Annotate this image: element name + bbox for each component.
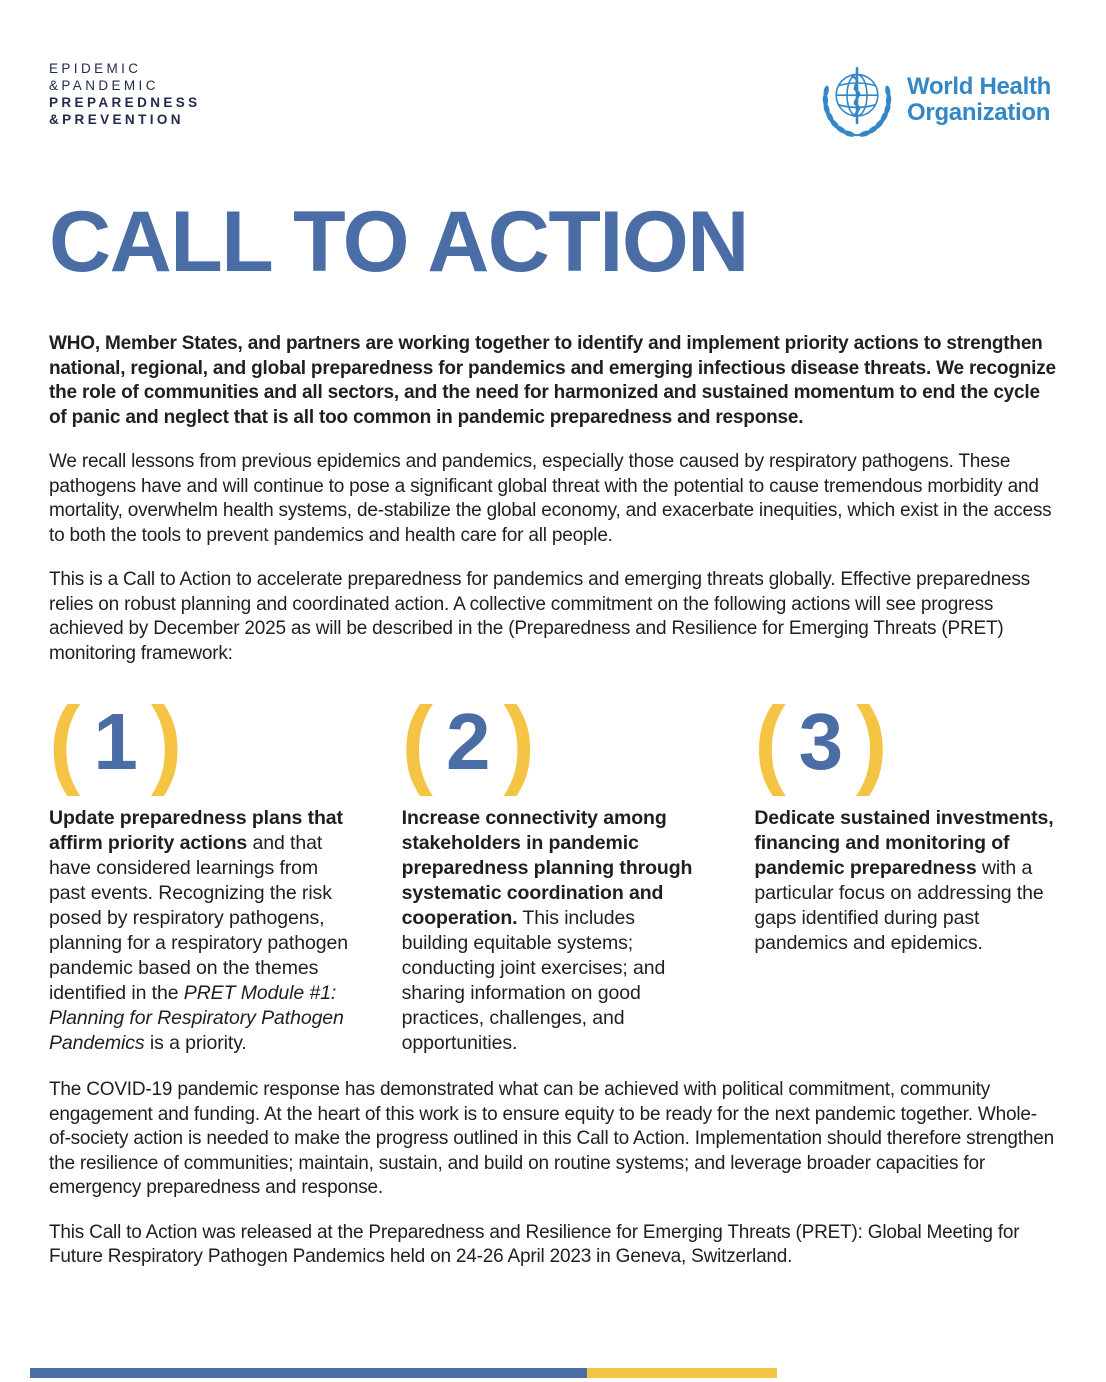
action-bold-lead: Dedicate sustained investments, financing and monitoring of pandemic preparedness — [754, 807, 1054, 879]
closing-paragraph-1: The COVID-19 pandemic response has demonstrated what can be achieved with political commitment, community engagement and funding. At the heart of this work is to ensure equity to be ready for the next pandemic together. Whole-of-society action is needed to make the progress outlined in this Call to Action. Implementation should therefore strengthen the resilience of communities; maintain, sustain, and build on routine systems; and leverage broader capacities for emergency preparedness and response. — [49, 1079, 1054, 1198]
action-body: with a particular focus on addressing the gaps identified during past pandemics and epidemics. — [754, 857, 1044, 954]
program-logo-line: &PREVENTION — [49, 112, 184, 127]
laurel-left — [823, 86, 857, 138]
laurel-right — [857, 86, 891, 138]
program-logo-line: PREPAREDNESS — [49, 95, 201, 110]
open-paren-glyph: ( — [49, 686, 81, 797]
page-title: CALL TO ACTION — [49, 194, 748, 290]
action-number-2 — [401, 686, 705, 797]
action-text-3 — [754, 806, 1057, 956]
page-header — [49, 0, 1057, 140]
intro-section — [49, 332, 1057, 666]
program-logo-line: &PANDEMIC — [49, 78, 159, 93]
action-digit: 2 — [445, 697, 491, 786]
intro-paragraph-1: WHO, Member States, and partners are working together to identify and implement priority actions to strengthen national, regional, and global preparedness for pandemics and emerging infectious disease threats. We recognize the role of communities and all sectors, and the need for harmonized and sustained momentum to end the cycle of panic and neglect that is all too common in pandemic preparedness and response. — [49, 333, 1056, 428]
closing-section — [49, 1078, 1057, 1270]
who-wordmark-line1: World Health — [907, 73, 1051, 100]
footer-accent-bar — [30, 1368, 777, 1378]
intro-paragraph-3: This is a Call to Action to accelerate preparedness for pandemics and emerging threats globally. Effective preparedness relies on robust planning and coordinated action. A collective commitment on the following actions will see progress achieved by December 2025 as will be described in the (Preparedness and Resilience for Emerging Threats (PRET) monitoring framework: — [49, 569, 1030, 664]
action-italic-title: PRET Module #1: Planning for Respiratory Pathogen Pandemics — [49, 982, 344, 1054]
action-item-2 — [401, 686, 705, 1056]
action-body: and that have considered learnings from past events. Recognizing the risk posed by respiratory pathogens, planning for a respiratory pathogen pandemic based on the themes identified in the — [49, 832, 348, 1004]
action-body-tail: is a priority. — [144, 1032, 247, 1054]
action-item-3 — [754, 686, 1057, 1056]
closing-paragraph-2: This Call to Action was released at the Preparedness and Resilience for Emerging Threats (PRET): Global Meeting for Future Respiratory Pathogen Pandemics held on 24-26 April 2023 in Geneva, Switzerland. — [49, 1221, 1020, 1267]
action-number-1 — [49, 686, 352, 797]
close-paren-glyph: ) — [856, 686, 888, 797]
action-body: This includes building equitable systems; conducting joint exercises; and sharing information on good practices, challenges, and opportunities. — [401, 907, 666, 1054]
action-digit: 3 — [798, 697, 844, 786]
who-emblem-icon — [817, 60, 897, 140]
open-paren-glyph: ( — [401, 686, 433, 797]
who-wordmark-line2: Organization — [907, 99, 1051, 126]
epidemic-pandemic-preparedness-logo — [49, 60, 201, 128]
who-logo — [817, 60, 1051, 140]
action-digit: 1 — [93, 697, 138, 786]
footer-bar-blue-segment — [30, 1368, 587, 1378]
action-text-2 — [402, 806, 705, 1056]
action-bold-lead: Update preparedness plans that affirm priority actions — [49, 807, 343, 854]
footer-bar-yellow-segment — [587, 1368, 777, 1378]
close-paren-glyph: ) — [503, 686, 535, 797]
who-wordmark — [907, 74, 1051, 126]
action-item-1 — [49, 686, 352, 1056]
action-number-3 — [754, 686, 1057, 797]
close-paren-glyph: ) — [150, 686, 183, 797]
program-logo-line: EPIDEMIC — [49, 61, 142, 76]
action-bold-lead: Increase connectivity among stakeholders in pandemic preparedness planning through systematic coordination and cooperation. — [401, 807, 693, 929]
actions-grid — [49, 686, 1057, 1056]
intro-paragraph-2: We recall lessons from previous epidemics and pandemics, especially those caused by respiratory pathogens. These pathogens have and will continue to pose a significant global threat with the potential to cause tremendous morbidity and mortality, overwhelm health systems, de-stabilize the global economy, and exacerbate inequities, which exist in the access to both the tools to prevent pandemics and health care for all people. — [49, 451, 1052, 546]
open-paren-glyph: ( — [754, 686, 786, 797]
action-text-1 — [49, 806, 352, 1056]
